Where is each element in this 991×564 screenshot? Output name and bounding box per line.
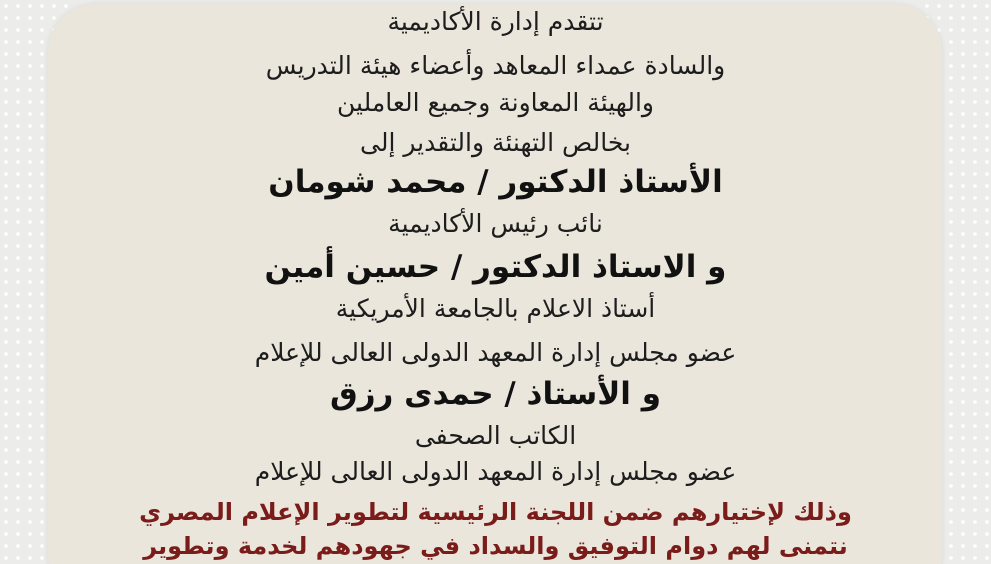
congratulations-line: بخالص التهنئة والتقدير إلى — [359, 128, 632, 157]
honoree-title-1: نائب رئيس الأكاديمية — [388, 209, 603, 238]
honoree-name-2: و الاستاذ الدكتور / حسين أمين — [264, 249, 727, 285]
honoree-role-3: عضو مجلس إدارة المعهد الدولى العالى للإعلام — [254, 457, 737, 486]
honoree-name-1: الأستاذ الدكتور / محمد شومان — [268, 164, 723, 200]
honoree-title-2: أستاذ الاعلام بالجامعة الأمريكية — [335, 294, 656, 323]
intro-line: تتقدم إدارة الأكاديمية — [387, 7, 604, 36]
deans-faculty-line: والسادة عمداء المعاهد وأعضاء هيئة التدريس — [265, 51, 726, 80]
staff-line: والهيئة المعاونة وجميع العاملين — [337, 88, 654, 117]
reason-line: وذلك لإختيارهم ضمن اللجنة الرئيسية لتطوير الإعلام المصري — [139, 498, 852, 526]
honoree-name-3: و الأستاذ / حمدى رزق — [329, 376, 661, 412]
wishes-line: نتمنى لهم دوام التوفيق والسداد في جهودهم لخدمة وتطوير — [143, 532, 848, 560]
honoree-title-3: الكاتب الصحفى — [414, 421, 577, 450]
honoree-role-2: عضو مجلس إدارة المعهد الدولى العالى للإعلام — [254, 338, 737, 367]
